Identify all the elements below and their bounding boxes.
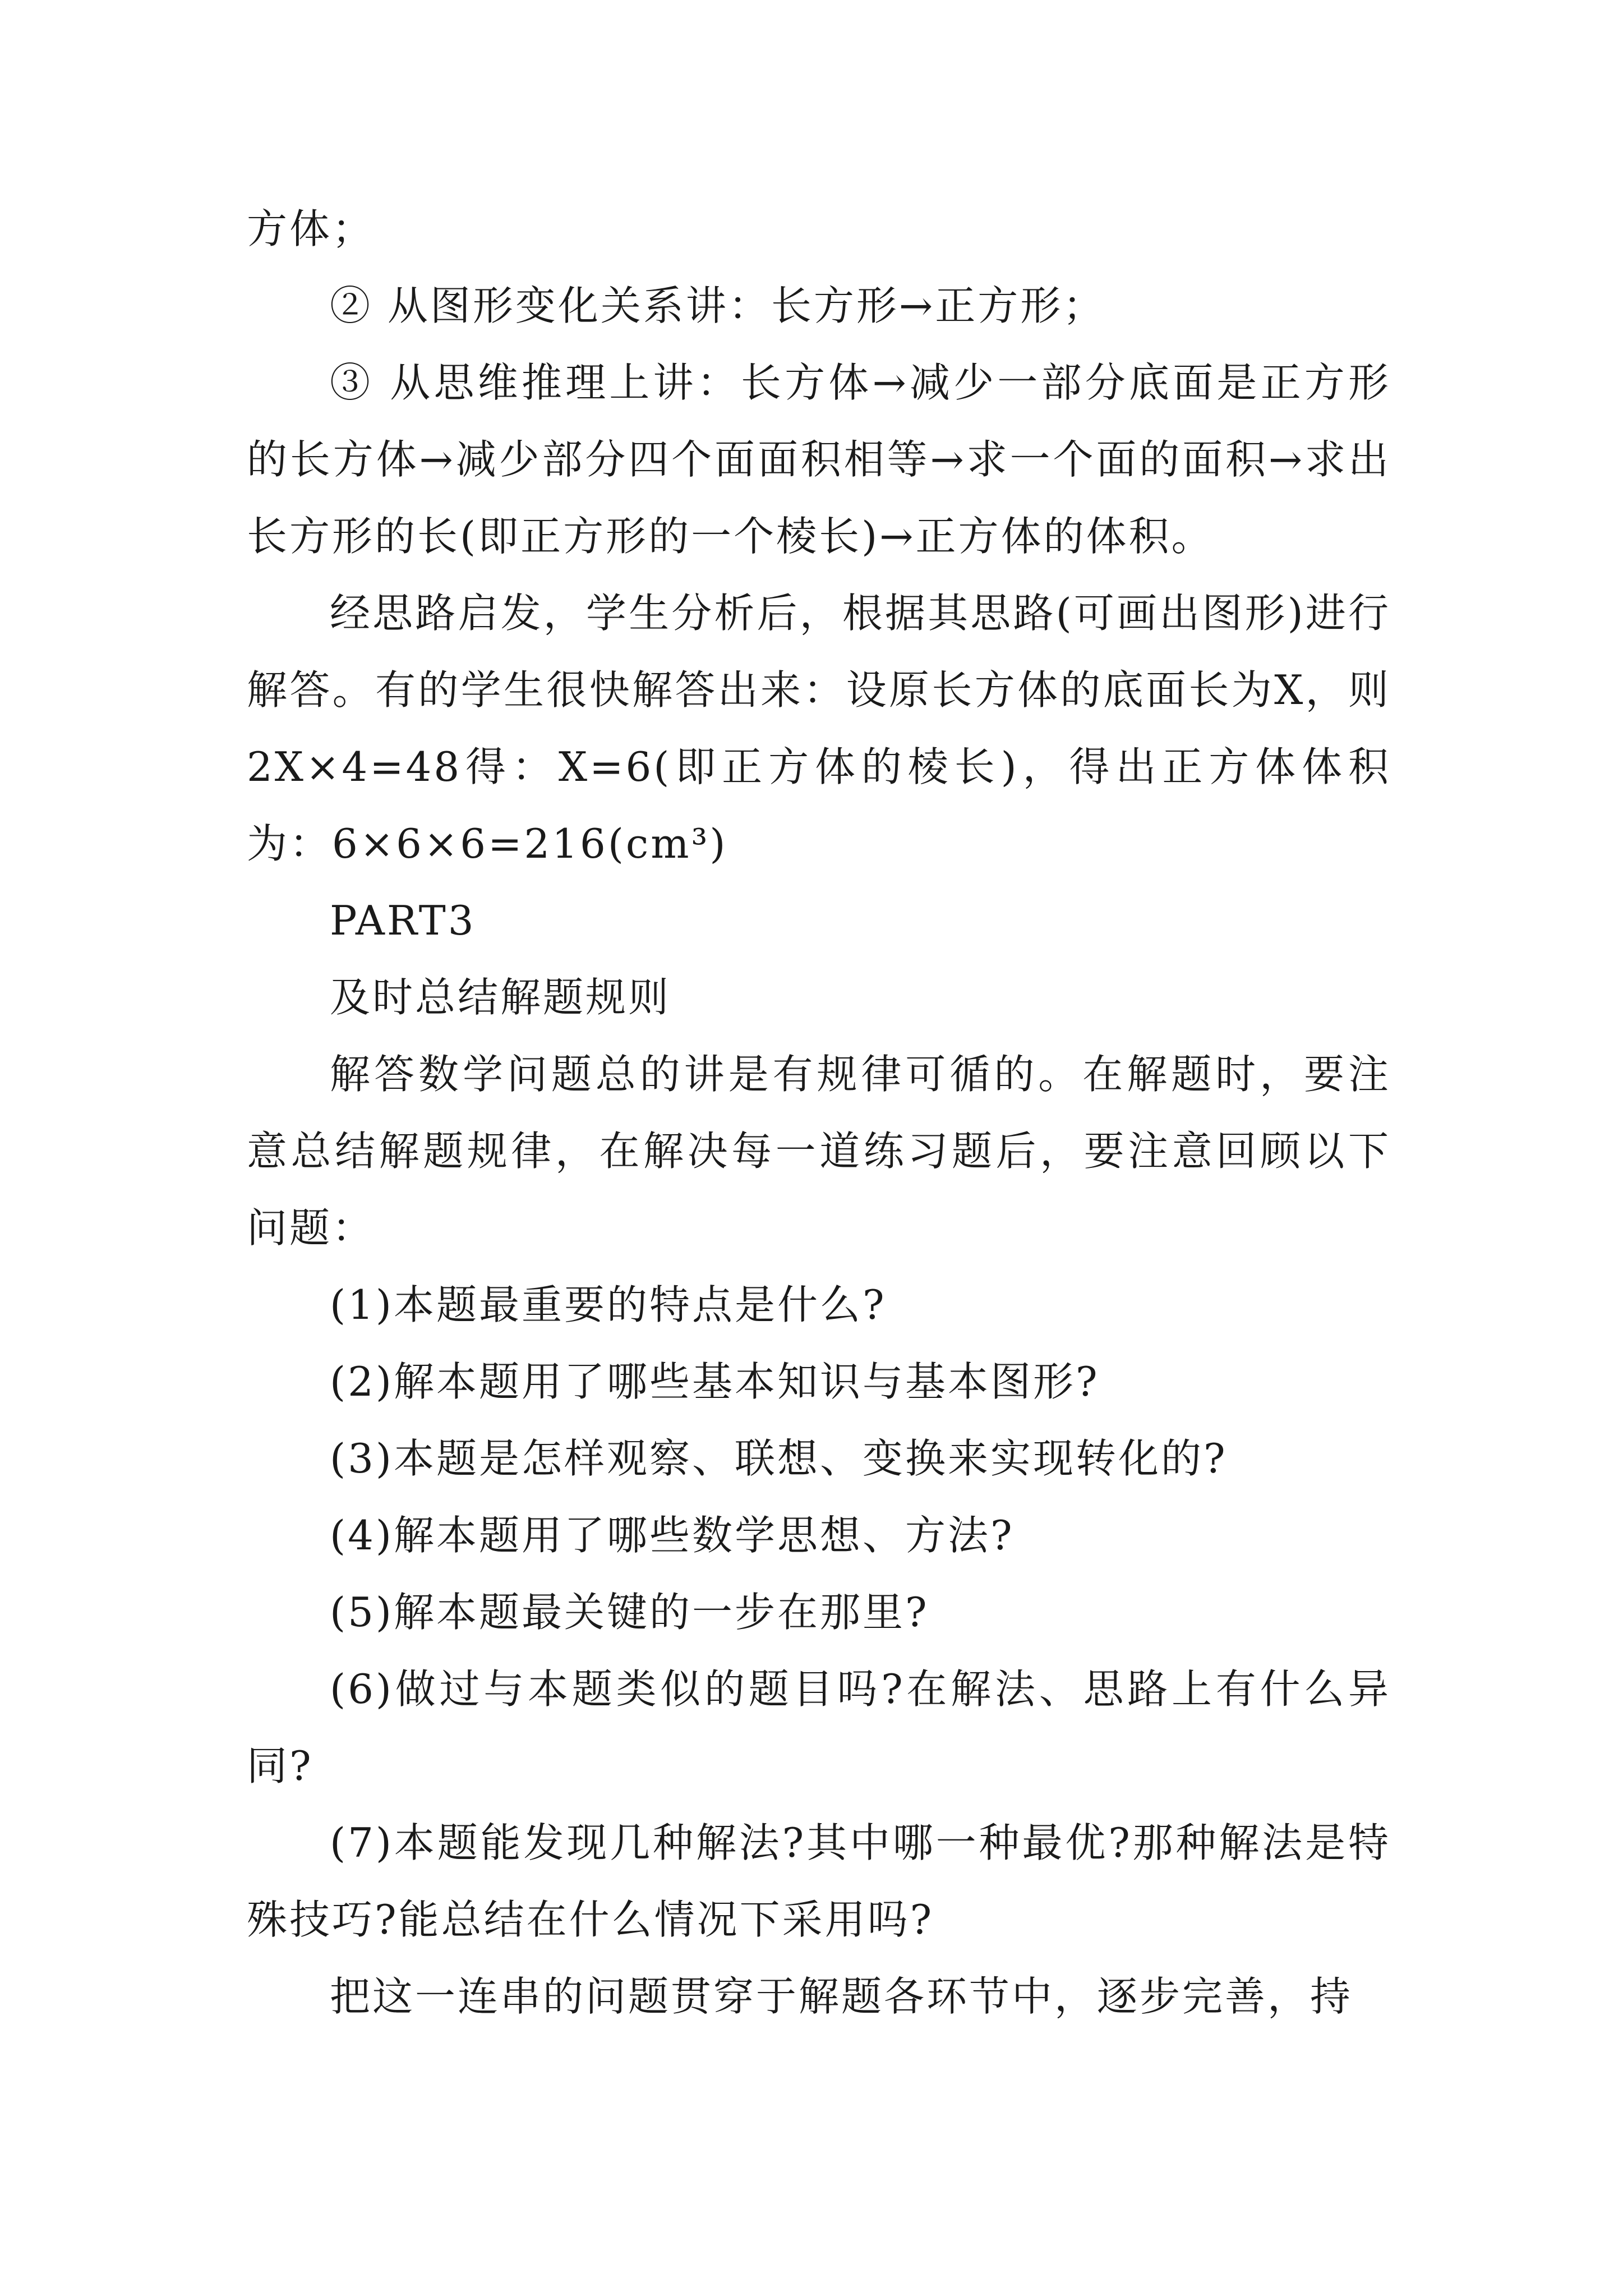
section-heading: 及时总结解题规则: [330, 974, 671, 1021]
paragraph-continuation: 方体；: [247, 205, 375, 252]
question-item: (1)本题最重要的特点是什么?: [330, 1281, 887, 1328]
question-item: (5)解本题最关键的一步在那里?: [330, 1589, 929, 1636]
paragraph-solution: 经思路启发，学生分析后，根据其思路(可画出图形)进行解答。有的学生很快解答出来：设原长方体的底面长为X，则2X×4=48得：X=6(即正方体的棱长)，得出正方体体积为：6×6×6=216(cm³): [247, 590, 1391, 867]
paragraph-intro: 解答数学问题总的讲是有规律可循的。在解题时，要注意总结解题规律，在解决每一道练习题后，要注意回顾以下问题：: [247, 1051, 1391, 1251]
document-body: [247, 191, 1391, 2035]
paragraph-point-2: ② 从图形变化关系讲：长方形→正方形；: [330, 282, 1106, 329]
question-item: (4)解本题用了哪些数学思想、方法?: [330, 1512, 1015, 1559]
paragraph-point-3: ③ 从思维推理上讲：长方体→减少一部分底面是正方形的长方体→减少部分四个面面积相等→求一个面的面积→求出长方形的长(即正方形的一个棱长)→正方体的体积。: [247, 359, 1391, 560]
question-item: (3)本题是怎样观察、联想、变换来实现转化的?: [330, 1435, 1228, 1482]
question-item: (7)本题能发现几种解法?其中哪一种最优?那种解法是特殊技巧?能总结在什么情况下采用吗?: [247, 1819, 1391, 1943]
paragraph-closing: 把这一连串的问题贯穿于解题各环节中，逐步完善，持: [330, 1973, 1353, 2020]
section-label: PART3: [330, 897, 476, 944]
question-item: (2)解本题用了哪些基本知识与基本图形?: [330, 1358, 1100, 1405]
question-item: (6)做过与本题类似的题目吗?在解法、思路上有什么异同?: [247, 1665, 1391, 1789]
